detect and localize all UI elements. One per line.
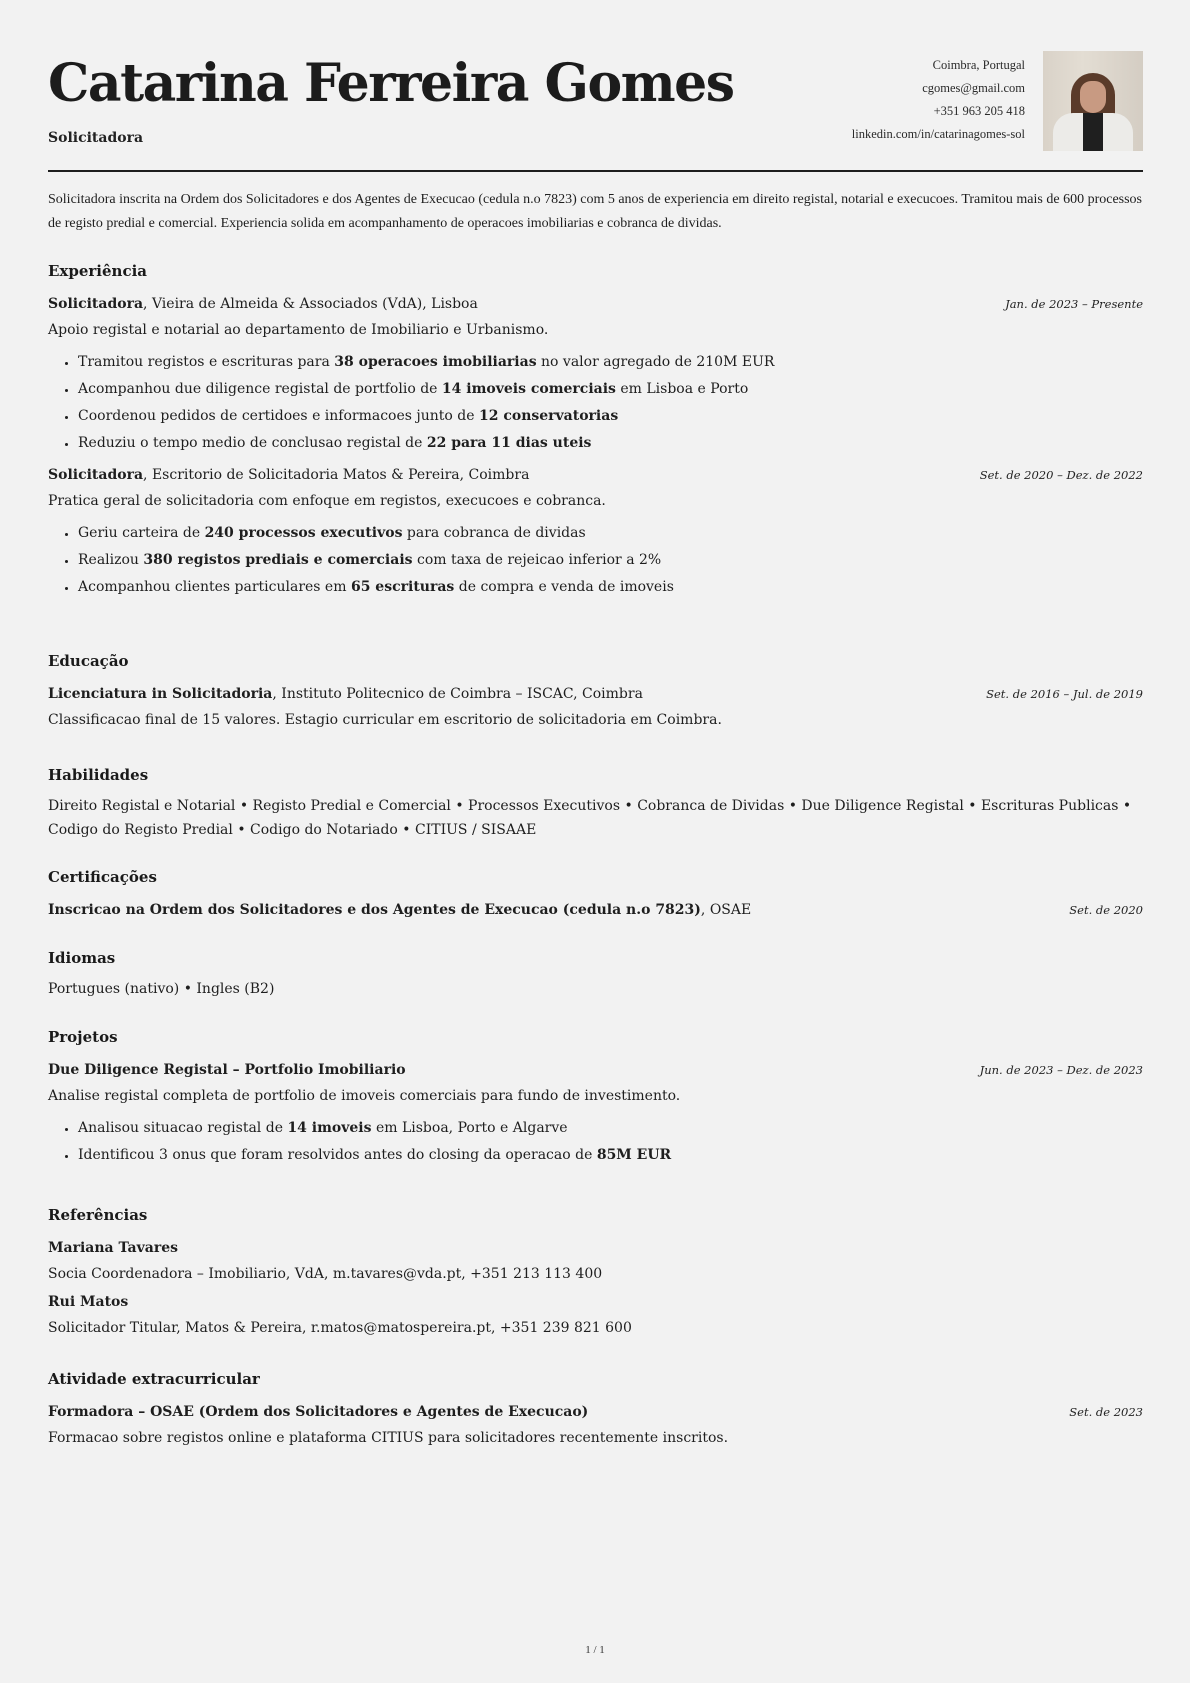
job-org: , Escritorio de Solicitadoria Matos & Pereira, Coimbra [143, 467, 530, 483]
section-education [48, 652, 1143, 730]
languages-list: Portugues (nativo) • Ingles (B2) [48, 981, 275, 997]
job-date: Jan. de 2023 – Presente [1005, 297, 1143, 311]
contact-linkedin[interactable]: linkedin.com/in/catarinagomes-sol [851, 127, 1025, 141]
certification-name: Inscricao na Ordem dos Solicitadores e dos Agentes de Execucao (cedula n.o 7823) [48, 902, 701, 918]
project-date: Jun. de 2023 – Dez. de 2023 [979, 1063, 1143, 1077]
section-skills [48, 766, 1143, 842]
section-heading: Educação [48, 652, 129, 670]
section-heading: Atividade extracurricular [48, 1370, 260, 1388]
skills-list: Direito Registal e Notarial • Registo Predial e Comercial • Processos Executivos • Cobranca de Dividas • Due Diligence Registal • Escrituras Publicas • Codigo do Registo Predial • Codigo do Notariado • CITIUS / SISAAE [48, 798, 1132, 838]
section-experience [48, 262, 1143, 604]
photo-face [1080, 81, 1106, 113]
extracurricular-header [48, 1402, 1143, 1422]
extracurricular-date: Set. de 2023 [1069, 1405, 1143, 1419]
school: , Instituto Politecnico de Coimbra – ISCAC, Coimbra [272, 686, 643, 702]
project-desc: Analise registal completa de portfolio de imoveis comerciais para fundo de investimento. [48, 1088, 681, 1104]
reference-detail: Socia Coordenadora – Imobiliario, VdA, m.tavares@vda.pt, +351 213 113 400 [48, 1266, 603, 1282]
resume-header [48, 0, 1143, 172]
candidate-title: Solicitadora [48, 130, 144, 146]
bullet-item: • Identificou 3 onus que foram resolvidos antes do closing da operacao de 85M EUR [78, 1145, 1143, 1165]
candidate-name: Catarina Ferreira Gomes [48, 53, 734, 114]
degree: Licenciatura in Solicitadoria [48, 686, 273, 702]
reference-name: Mariana Tavares [48, 1240, 178, 1256]
bullet-item: • Reduziu o tempo medio de conclusao registal de 22 para 11 dias uteis [78, 433, 1143, 453]
job-desc: Pratica geral de solicitadoria com enfoque em registos, execucoes e cobranca. [48, 493, 606, 509]
section-heading: Projetos [48, 1028, 118, 1046]
section-extracurricular [48, 1370, 1143, 1448]
job-role: Solicitadora [48, 467, 144, 483]
job-entry [48, 294, 1143, 453]
bullet-item: • Analisou situacao registal de 14 imoveis em Lisboa, Porto e Algarve [78, 1118, 1143, 1138]
header-divider [48, 170, 1143, 172]
extracurricular-name: Formadora – OSAE (Ordem dos Solicitadores e Agentes de Execucao) [48, 1404, 589, 1420]
contact-block [852, 54, 1025, 146]
bullet-item: • Geriu carteira de 240 processos executivos para cobranca de dividas [78, 523, 1143, 543]
section-languages [48, 949, 1143, 1001]
job-org: , Vieira de Almeida & Associados (VdA), Lisboa [143, 296, 478, 312]
photo-shirt [1083, 113, 1103, 151]
certification-date: Set. de 2020 [1069, 903, 1143, 917]
resume-body [48, 188, 1143, 236]
job-desc: Apoio registal e notarial ao departamento de Imobiliario e Urbanismo. [48, 322, 549, 338]
section-heading: Certificações [48, 868, 157, 886]
project-name: Due Diligence Registal – Portfolio Imobiliario [48, 1062, 406, 1078]
page-number: 1 / 1 [585, 1644, 605, 1656]
job-header [48, 294, 1143, 314]
contact-email[interactable]: cgomes@gmail.com [922, 81, 1025, 95]
education-desc: Classificacao final de 15 valores. Estagio curricular em escritorio de solicitadoria em Coimbra. [48, 712, 722, 728]
extracurricular-desc: Formacao sobre registos online e plataforma CITIUS para solicitadores recentemente inscritos. [48, 1430, 729, 1446]
contact-location: Coimbra, Portugal [932, 58, 1025, 72]
job-date: Set. de 2020 – Dez. de 2022 [979, 468, 1143, 482]
bullet-item: • Tramitou registos e escrituras para 38 operacoes imobiliarias no valor agregado de 210M EUR [78, 352, 1143, 372]
resume-page [48, 0, 1143, 1446]
job-bullets [48, 523, 1143, 597]
certification-issuer: , OSAE [700, 902, 752, 918]
job-role: Solicitadora [48, 296, 144, 312]
profile-photo [1043, 51, 1143, 151]
section-references [48, 1206, 1143, 1338]
bullet-item: • Realizou 380 registos prediais e comerciais com taxa de rejeicao inferior a 2% [78, 550, 1143, 570]
section-heading: Habilidades [48, 766, 149, 784]
section-certifications [48, 868, 1143, 920]
summary: Solicitadora inscrita na Ordem dos Solicitadores e dos Agentes de Execucao (cedula n.o 7823) com 5 anos de experiencia em direito registal, notarial e execucoes. Tramitou mais de 600 processos de registo predial e comercial. Experiencia solida em acompanhamento de operacoes imobiliarias e cobranca de dividas. [48, 192, 1143, 231]
job-entry [48, 465, 1143, 597]
certification-entry [48, 900, 1143, 920]
job-bullets [48, 352, 1143, 453]
education-date: Set. de 2016 – Jul. de 2019 [986, 687, 1143, 701]
contact-phone: +351 963 205 418 [933, 104, 1025, 118]
bullet-item: • Acompanhou due diligence registal de portfolio de 14 imoveis comerciais em Lisboa e Porto [78, 379, 1143, 399]
reference-name: Rui Matos [48, 1294, 129, 1310]
section-heading: Experiência [48, 262, 148, 280]
education-header [48, 684, 1143, 704]
bullet-item: • Acompanhou clientes particulares em 65 escrituras de compra e venda de imoveis [78, 577, 1143, 597]
bullet-item: • Coordenou pedidos de certidoes e informacoes junto de 12 conservatorias [78, 406, 1143, 426]
section-heading: Referências [48, 1206, 148, 1224]
reference-detail: Solicitador Titular, Matos & Pereira, r.matos@matospereira.pt, +351 239 821 600 [48, 1320, 632, 1336]
section-heading: Idiomas [48, 949, 116, 967]
job-header [48, 465, 1143, 485]
section-projects [48, 1028, 1143, 1172]
project-header [48, 1060, 1143, 1080]
project-bullets [48, 1118, 1143, 1165]
